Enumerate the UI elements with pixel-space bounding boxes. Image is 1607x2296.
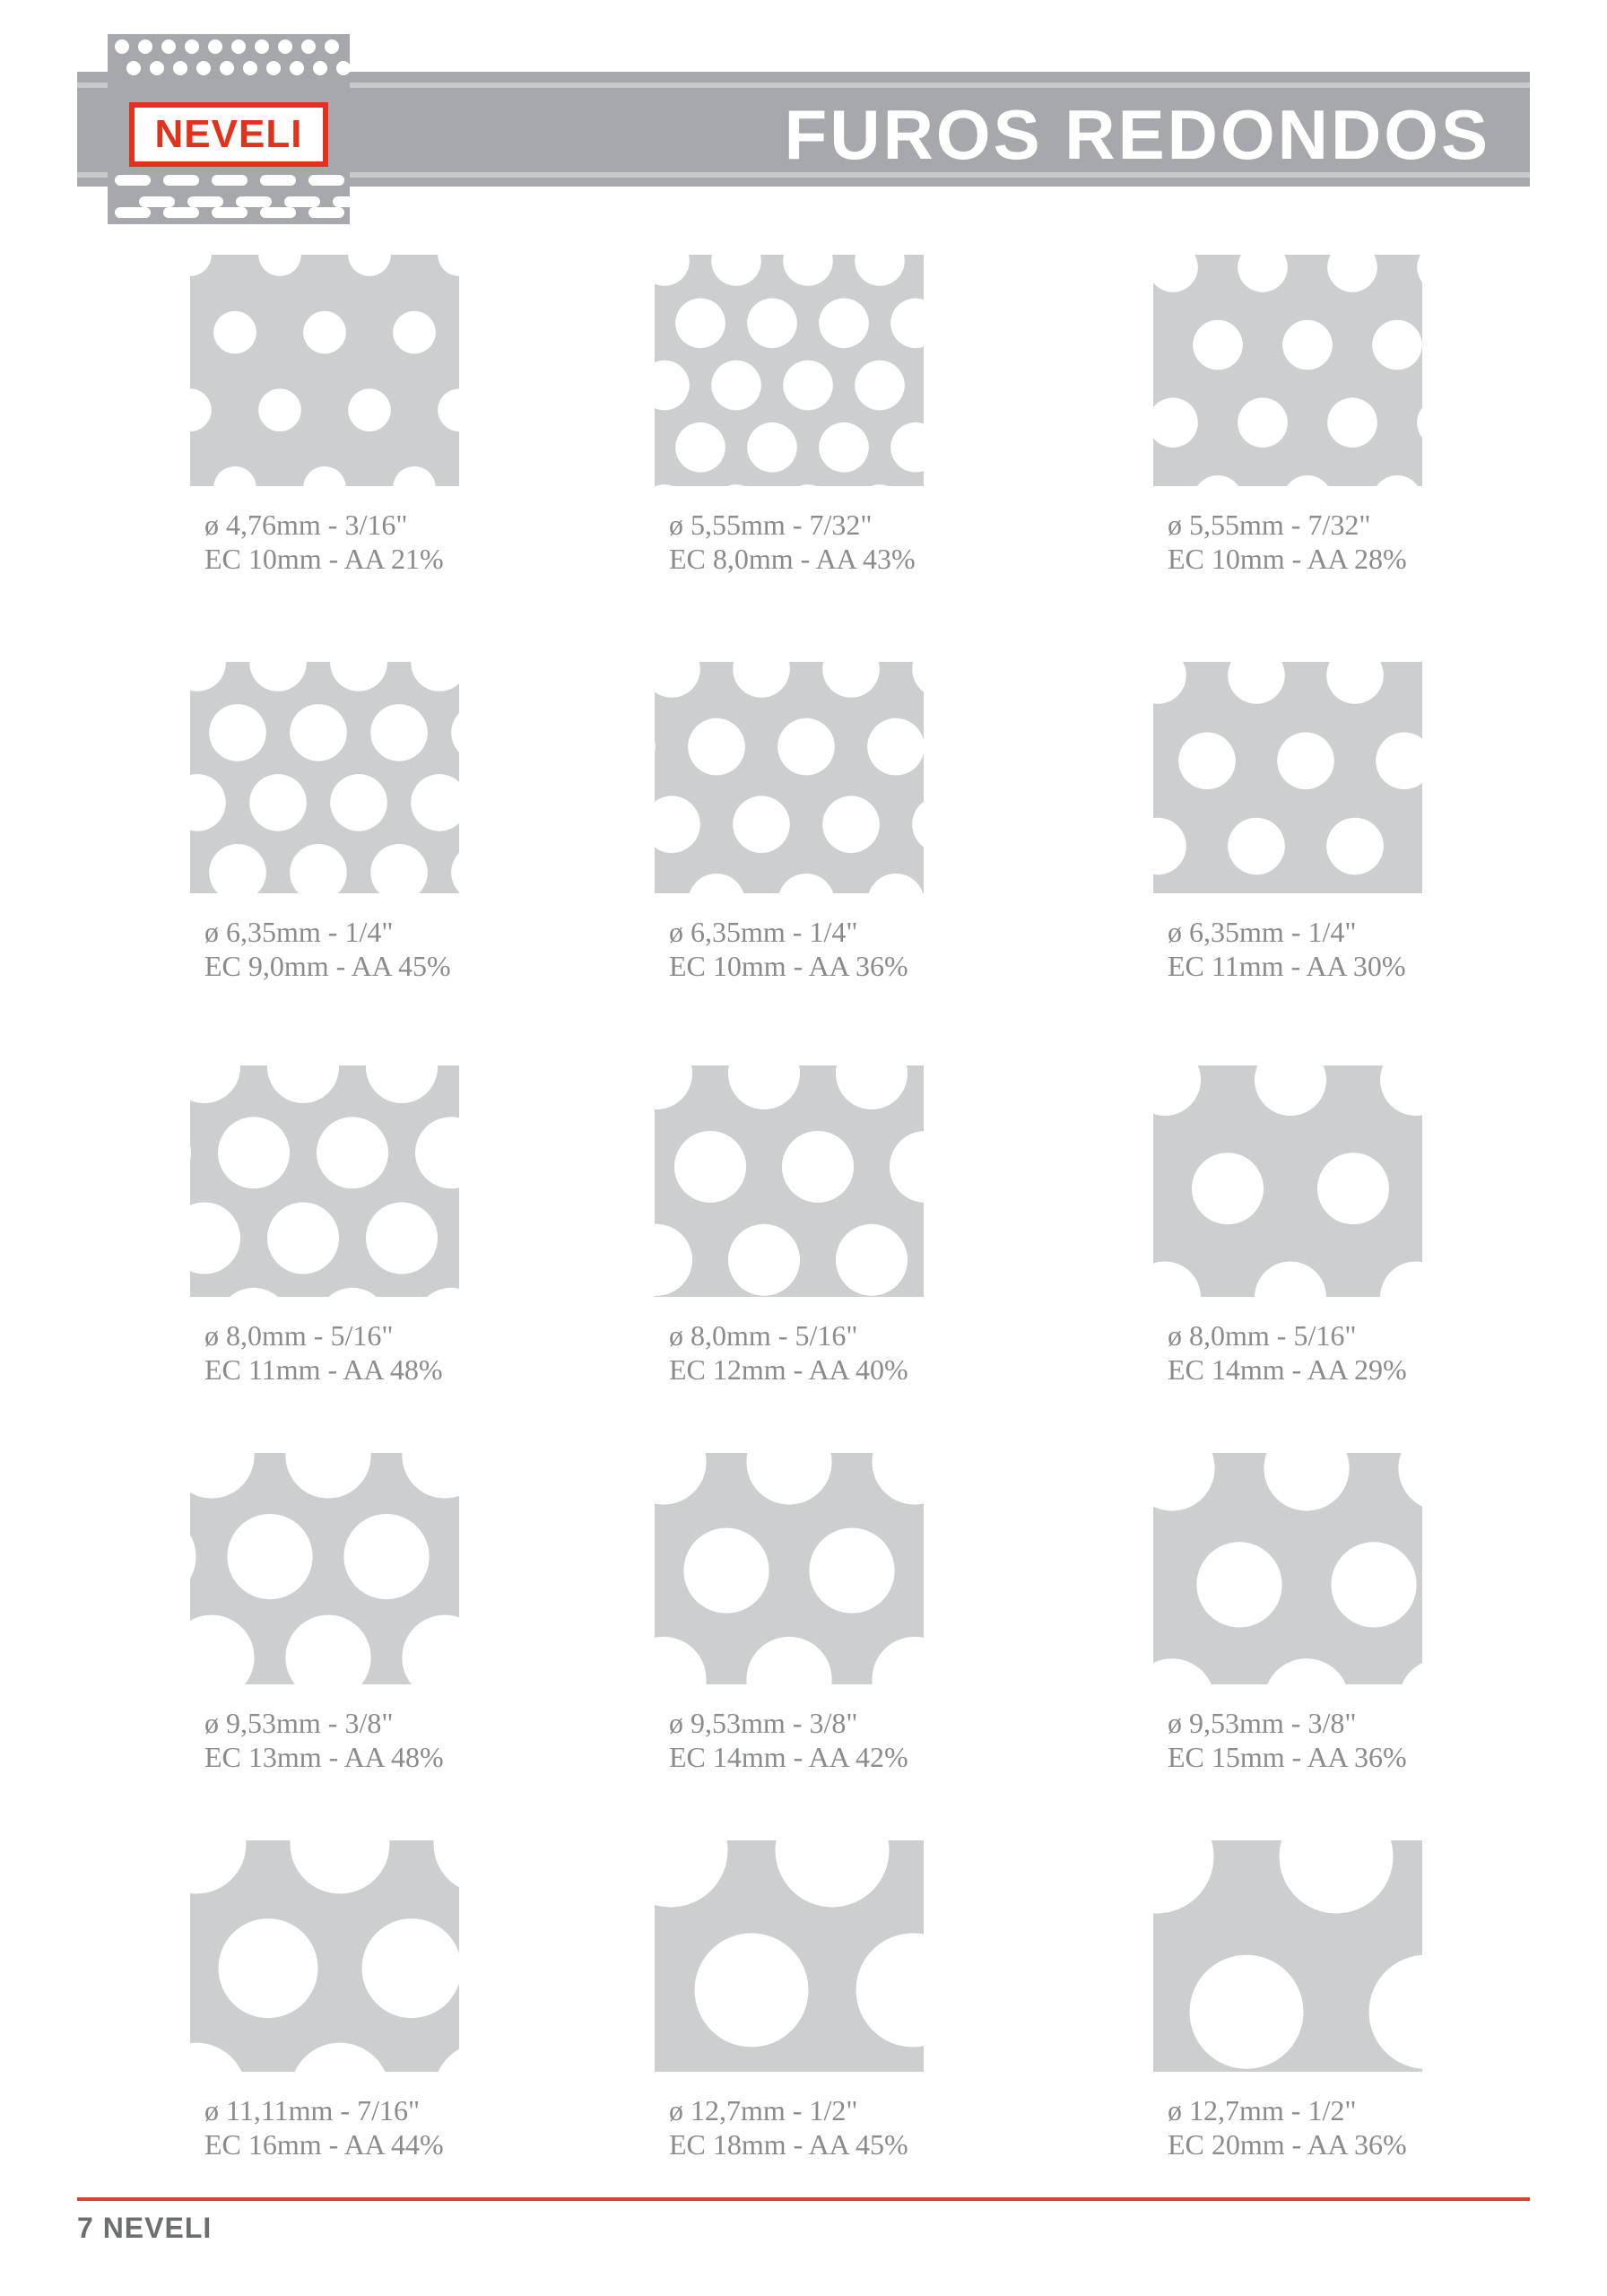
sample-caption <box>204 2093 509 2161</box>
pitch-open-area-label: EC 20mm - AA 36% <box>1168 2128 1407 2161</box>
perforation-sample <box>1153 1453 1422 1773</box>
hole <box>1326 818 1384 875</box>
hole-pattern-swatch <box>190 662 459 893</box>
hole <box>783 361 833 411</box>
pitch-open-area-label: EC 10mm - AA 28% <box>1168 543 1407 575</box>
perforation-sample <box>190 1453 459 1773</box>
hole <box>675 422 725 473</box>
pitch-open-area-label: EC 14mm - AA 29% <box>1168 1353 1407 1386</box>
hole-pattern-swatch <box>655 662 924 893</box>
hole <box>855 361 905 411</box>
perforation-sample <box>190 255 459 575</box>
pitch-open-area-label: EC 8,0mm - AA 43% <box>669 543 916 575</box>
hole-diameter-label: ø 5,55mm - 7/32" <box>1168 509 1371 541</box>
hole-pattern-swatch <box>190 255 459 486</box>
pitch-open-area-label: EC 13mm - AA 48% <box>204 1741 444 1773</box>
sample-caption <box>1168 1318 1472 1387</box>
hole <box>348 388 391 431</box>
sample-caption <box>1168 915 1472 983</box>
sample-caption <box>204 915 509 983</box>
perforation-sample <box>190 662 459 982</box>
pitch-open-area-label: EC 11mm - AA 48% <box>204 1353 443 1386</box>
hole-diameter-label: ø 4,76mm - 3/16" <box>204 509 408 541</box>
hole <box>370 704 428 761</box>
hole-diameter-label: ø 9,53mm - 3/8" <box>669 1707 858 1739</box>
hole <box>747 299 797 349</box>
sample-caption <box>669 2093 974 2161</box>
hole-pattern-swatch <box>1153 662 1422 893</box>
sample-caption <box>669 508 974 576</box>
sample-caption <box>669 915 974 983</box>
pitch-open-area-label: EC 10mm - AA 36% <box>669 950 908 982</box>
hole <box>1238 397 1288 448</box>
hole-pattern-swatch <box>1153 1840 1422 2072</box>
hole-pattern-swatch <box>655 255 924 486</box>
hole <box>1196 1542 1281 1627</box>
hole-diameter-label: ø 6,35mm - 1/4" <box>1168 916 1357 948</box>
hole-pattern-swatch <box>190 1453 459 1684</box>
hole <box>362 1918 460 2018</box>
pitch-open-area-label: EC 14mm - AA 42% <box>669 1741 908 1773</box>
hole-pattern-swatch <box>1153 1453 1422 1684</box>
hole <box>219 1918 318 2018</box>
hole <box>675 299 725 349</box>
perforation-sample <box>190 1840 459 2161</box>
footer-divider <box>77 2197 1530 2201</box>
hole <box>1192 1152 1264 1224</box>
hole <box>227 1514 312 1599</box>
perforation-sample <box>1153 1840 1422 2161</box>
sample-caption <box>669 1318 974 1387</box>
hole <box>836 1224 908 1296</box>
neveli-logo <box>108 34 350 224</box>
hole <box>330 774 387 831</box>
hole <box>290 704 347 761</box>
hole-diameter-label: ø 8,0mm - 5/16" <box>1168 1319 1357 1352</box>
hole <box>1178 733 1236 790</box>
hole-diameter-label: ø 9,53mm - 3/8" <box>1168 1707 1357 1739</box>
hole-diameter-label: ø 11,11mm - 7/16" <box>204 2094 421 2126</box>
hole <box>688 718 745 776</box>
hole-pattern-swatch <box>655 1840 924 2072</box>
pitch-open-area-label: EC 9,0mm - AA 45% <box>204 950 451 982</box>
pitch-open-area-label: EC 18mm - AA 45% <box>669 2128 908 2161</box>
sample-caption <box>204 1706 509 1774</box>
hole <box>819 422 869 473</box>
sample-caption <box>204 1318 509 1387</box>
perforation-sample <box>655 255 924 575</box>
pitch-open-area-label: EC 10mm - AA 21% <box>204 543 444 575</box>
hole <box>1317 1152 1389 1224</box>
hole-diameter-label: ø 8,0mm - 5/16" <box>204 1319 394 1352</box>
hole <box>819 299 869 349</box>
hole <box>822 796 880 853</box>
hole-diameter-label: ø 12,7mm - 1/2" <box>669 2094 858 2126</box>
logo-wordmark: NEVELI <box>129 102 328 167</box>
sample-caption <box>1168 2093 1472 2161</box>
page-title: FUROS REDONDOS <box>784 95 1490 174</box>
hole <box>728 1224 800 1296</box>
hole-diameter-label: ø 12,7mm - 1/2" <box>1168 2094 1357 2126</box>
perforation-sample <box>655 1065 924 1386</box>
hole <box>695 1933 809 2047</box>
hole <box>711 361 761 411</box>
hole <box>867 718 924 776</box>
hole <box>213 311 256 354</box>
hole <box>1372 320 1422 370</box>
hole <box>393 311 436 354</box>
hole <box>267 1203 339 1274</box>
pitch-open-area-label: EC 11mm - AA 30% <box>1168 950 1406 982</box>
hole-diameter-label: ø 9,53mm - 3/8" <box>204 1707 394 1739</box>
hole-diameter-label: ø 8,0mm - 5/16" <box>669 1319 858 1352</box>
pitch-open-area-label: EC 15mm - AA 36% <box>1168 1741 1407 1773</box>
hole <box>1190 1955 1304 2069</box>
perforation-sample <box>1153 662 1422 982</box>
hole <box>683 1528 769 1613</box>
perforation-sample <box>1153 255 1422 575</box>
perforation-sample <box>655 1840 924 2161</box>
hole <box>1277 733 1334 790</box>
hole-pattern-swatch <box>655 1065 924 1297</box>
hole <box>674 1131 746 1203</box>
perforation-sample <box>655 1453 924 1773</box>
hole <box>733 796 790 853</box>
perforation-sample <box>655 662 924 982</box>
perforation-sample <box>1153 1065 1422 1386</box>
hole <box>343 1514 429 1599</box>
hole <box>1327 397 1377 448</box>
hole <box>258 388 301 431</box>
hole-diameter-label: ø 5,55mm - 7/32" <box>669 509 873 541</box>
hole <box>777 718 835 776</box>
hole <box>809 1528 894 1613</box>
hole-diameter-label: ø 6,35mm - 1/4" <box>204 916 394 948</box>
sample-caption <box>1168 508 1472 576</box>
hole <box>317 1117 388 1188</box>
sample-caption <box>204 508 509 576</box>
hole-diameter-label: ø 6,35mm - 1/4" <box>669 916 858 948</box>
hole-pattern-swatch <box>1153 255 1422 486</box>
hole <box>303 311 346 354</box>
sample-caption <box>669 1706 974 1774</box>
hole <box>747 422 797 473</box>
pitch-open-area-label: EC 12mm - AA 40% <box>669 1353 908 1386</box>
hole-pattern-swatch <box>655 1453 924 1684</box>
pitch-open-area-label: EC 16mm - AA 44% <box>204 2128 444 2161</box>
hole <box>1331 1542 1416 1627</box>
perforation-sample <box>190 1065 459 1386</box>
hole <box>782 1131 854 1203</box>
hole <box>209 704 266 761</box>
hole-pattern-swatch <box>1153 1065 1422 1297</box>
hole <box>249 774 307 831</box>
hole-pattern-swatch <box>190 1065 459 1297</box>
hole <box>218 1117 290 1188</box>
hole <box>366 1203 438 1274</box>
hole <box>1282 320 1333 370</box>
footer-page-label: 7 NEVELI <box>77 2212 213 2244</box>
hole-pattern-swatch <box>190 1840 459 2072</box>
hole <box>1228 818 1285 875</box>
hole <box>1193 320 1243 370</box>
sample-caption <box>1168 1706 1472 1774</box>
